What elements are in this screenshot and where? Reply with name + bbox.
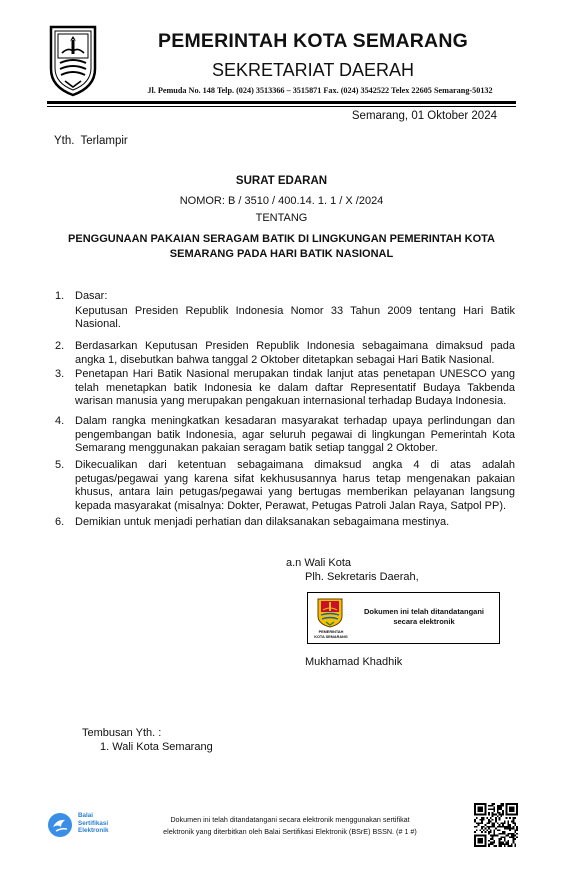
item-number: 4. [55,415,65,427]
role-line: Plh. Sekretaris Daerah, [305,571,419,583]
document-type: SURAT EDARAN [235,175,328,187]
list-item [55,368,515,409]
footer-note-line: Dokumen ini telah ditandatangani secara elektronik menggunakan sertifikat [170,815,410,824]
city-crest-icon [317,598,343,628]
item-text: Keputusan Presiden Republik Indonesia Nomor 33 Tahun 2009 tentang Hari Batik Nasional. [75,304,515,330]
stamp-text: Dokumen ini telah ditandatangani secara elektronik [363,607,484,626]
item-number: 1. [55,290,65,302]
footer-note-line: elektronik yang diterbitkan oleh Balai Sertifikasi Elektronik (BSrE) BSSN. (# 1 #) [163,827,417,836]
subject-line: PENGGUNAAN PAKAIAN SERAGAM BATIK DI LINGKUNGAN PEMERINTAH KOTA [68,233,495,245]
item-number: 3. [55,368,65,380]
letterhead-rule-thin [47,106,516,107]
cc-item: 1. Wali Kota Semarang [100,741,213,753]
list-item [55,415,515,456]
city-crest-logo [48,25,98,97]
stamp-org-line: PEMERINTAH [318,630,344,634]
recipient: Yth. Terlampir [54,135,128,147]
electronic-signature-stamp [307,592,500,644]
list-item [55,290,515,332]
stamp-org-line: KOTA SEMARANG [314,634,348,639]
signatory-role [286,556,419,584]
document-number: NOMOR: B / 3510 / 400.14. 1. 1 / X /2024 [179,195,384,207]
item-number: 2. [55,340,65,352]
bsre-name [78,812,108,835]
bsre-logo-icon [47,812,73,838]
item-text: Berdasarkan Keputusan Presiden Republik Indonesia sebagaimana dimaksud pada angka 1, disebutkan bahwa tanggal 2 Oktober ditetapkan sebagai Hari Batik Nasional. [75,340,515,366]
item-number: 6. [55,516,65,528]
cc-heading: Tembusan Yth. : [82,727,162,739]
signer-name: Mukhamad Khadhik [305,656,403,668]
department-name: SEKRETARIAT DAERAH [211,60,415,80]
item-text: Dikecualikan dari ketentuan sebagaimana dimaksud angka 4 di atas adalah petugas/pegawai yang karena sifat kekhususannya harus tetap mengenakan pakaian khusus, antara lain petugas/pegawai yang bertugas memberikan pelayanan langsung kepada masyarakat (misalnya: Dokter, Perawat, Petugas Patroli Jalan Raya, Satpol PP). [75,459,515,512]
bsre-name-line: Balai [78,812,94,819]
item-text: Dalam rangka meningkatkan kesadaran masyarakat terhadap upaya perlindungan dan pengembangan batik Indonesia, agar seluruh pegawai di lingkungan Pemerintah Kota Semarang menggunakan pakaian seragam batik setiap tanggal 2 Oktober. [75,415,515,454]
item-text: Demikian untuk menjadi perhatian dan dilaksanakan sebagaimana mestinya. [75,516,450,528]
list-item [55,516,515,530]
item-number: 5. [55,459,65,471]
letterhead-address: Jl. Pemuda No. 148 Telp. (024) 3513366 – 3515871 Fax. (024) 3542522 Telex 22605 Semarang-50132 [147,86,493,95]
list-item [55,459,515,513]
letterhead-rule-thick [47,101,516,104]
document-about-label: TENTANG [255,212,308,224]
organization-name: PEMERINTAH KOTA SEMARANG [158,30,468,52]
bsre-name-line: Sertifikasi [78,819,109,827]
subject-line: SEMARANG PADA HARI BATIK NASIONAL [169,247,394,260]
list-item [55,340,515,367]
item-text: Penetapan Hari Batik Nasional merupakan tindak lanjut atas penetapan UNESCO yang telah menetapkan batik Indonesia ke dalam daftar Representatif Budaya Takbenda warisan manusia yang merupakan pengakuan internasional terhadap Budaya Indonesia. [75,368,515,407]
item-title: Dasar: [75,290,108,302]
document-subject [60,232,503,261]
bsre-name-line: Elektronik [78,827,109,834]
place-date: Semarang, 01 Oktober 2024 [351,110,497,122]
stamp-org-name [311,630,351,639]
role-line: a.n Wali Kota [286,557,352,569]
qr-code-icon [474,803,518,847]
footer-note [120,814,460,838]
